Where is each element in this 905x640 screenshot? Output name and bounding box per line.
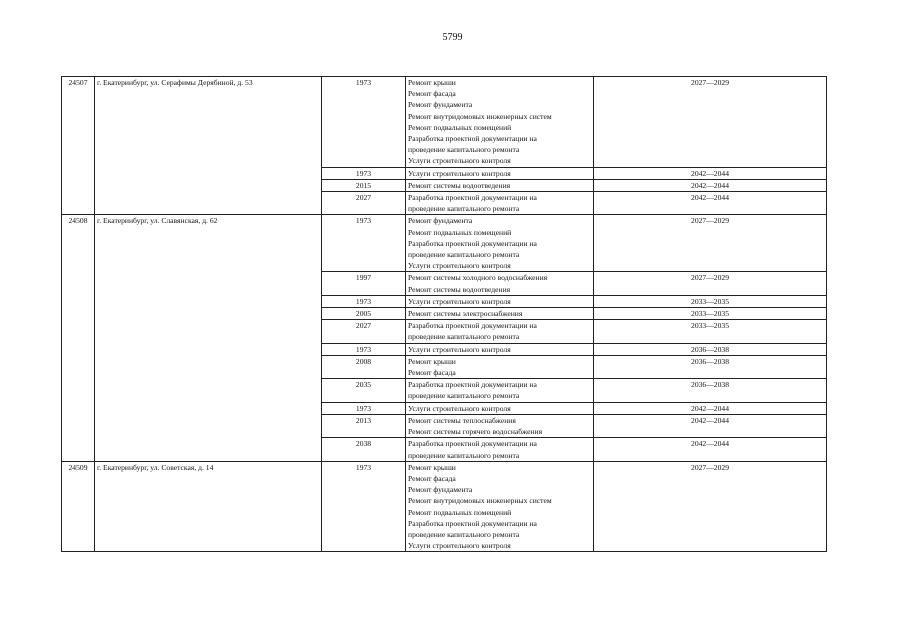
work-item: проведение капитального ремонта [408, 391, 520, 401]
work-item: Разработка проектной документации на [408, 518, 537, 528]
work-item: Ремонт фасада [408, 89, 456, 99]
work-item: Услуги строительного контроля [408, 296, 511, 306]
work-item: Разработка проектной документации на [408, 439, 537, 449]
work-types [406, 414, 594, 437]
record-address: г. Екатеринбург, ул. Серафимы Дерябиной, д. 53 [95, 77, 322, 215]
work-item: Ремонт подвальных помещений [408, 122, 512, 132]
repair-period: 2027—2029 [594, 77, 827, 168]
work-item: Услуги строительного контроля [408, 168, 511, 178]
work-item: проведение капитального ремонта [408, 332, 520, 342]
work-item: Ремонт фундамента [408, 100, 473, 110]
work-item: Услуги строительного контроля [408, 403, 511, 413]
work-types [406, 215, 594, 272]
work-types [406, 438, 594, 461]
table-row [62, 77, 827, 168]
work-item: Ремонт крыши [408, 78, 456, 87]
work-item: Разработка проектной документации на [408, 193, 537, 203]
work-item: Ремонт фасада [408, 368, 456, 378]
commissioning-year: 1973 [322, 215, 406, 272]
work-item: Ремонт внутридомовых инженерных систем [408, 496, 552, 506]
commissioning-year: 1973 [322, 295, 406, 307]
commissioning-year: 1973 [322, 167, 406, 179]
work-item: Ремонт системы водоотведения [408, 284, 511, 294]
commissioning-year: 1973 [322, 343, 406, 355]
commissioning-year: 2013 [322, 414, 406, 437]
repair-period: 2036—2038 [594, 343, 827, 355]
commissioning-year: 1973 [322, 461, 406, 552]
work-types [406, 379, 594, 402]
work-types [406, 308, 594, 320]
work-item: Ремонт подвальных помещений [408, 227, 512, 237]
work-item: Ремонт системы горячего водоснабжения [408, 427, 543, 437]
repair-period: 2036—2038 [594, 355, 827, 378]
work-item: Разработка проектной документации на [408, 380, 537, 390]
work-item: Услуги строительного контроля [408, 261, 511, 271]
commissioning-year: 1973 [322, 77, 406, 168]
record-address: г. Екатеринбург, ул. Советская, д. 14 [95, 461, 322, 552]
work-item: Ремонт системы электроснабжения [408, 309, 523, 319]
work-item: проведение капитального ремонта [408, 529, 520, 539]
page-number: 5799 [442, 32, 463, 43]
repair-period: 2033—2035 [594, 308, 827, 320]
commissioning-year: 2035 [322, 379, 406, 402]
work-types [406, 320, 594, 343]
work-item: Разработка проектной документации на [408, 238, 537, 248]
work-types [406, 461, 594, 552]
commissioning-year: 2027 [322, 192, 406, 215]
commissioning-year: 2005 [322, 308, 406, 320]
work-item: проведение капитального ремонта [408, 145, 520, 155]
work-item: Ремонт крыши [408, 462, 456, 472]
repair-period: 2027—2029 [594, 272, 827, 295]
work-types [406, 355, 594, 378]
work-types [406, 179, 594, 191]
record-address: г. Екатеринбург, ул. Славянская, д. 62 [95, 215, 322, 461]
commissioning-year: 2015 [322, 179, 406, 191]
work-types [406, 272, 594, 295]
work-types [406, 343, 594, 355]
work-item: Ремонт подвальных помещений [408, 507, 512, 517]
work-item: проведение капитального ремонта [408, 250, 520, 260]
repair-period: 2033—2035 [594, 295, 827, 307]
work-item: Услуги строительного контроля [408, 156, 511, 166]
work-item: Услуги строительного контроля [408, 344, 511, 354]
capital-repair-table [61, 76, 827, 552]
commissioning-year: 2038 [322, 438, 406, 461]
work-item: Ремонт фундамента [408, 216, 473, 226]
work-types [406, 167, 594, 179]
work-item: Услуги строительного контроля [408, 541, 511, 551]
repair-period: 2042—2044 [594, 402, 827, 414]
work-item: Разработка проектной документации на [408, 321, 537, 331]
work-item: Ремонт фасада [408, 473, 456, 483]
repair-period: 2042—2044 [594, 438, 827, 461]
record-number: 24508 [62, 215, 95, 461]
work-item: Ремонт внутридомовых инженерных систем [408, 111, 552, 121]
repair-period: 2036—2038 [594, 379, 827, 402]
work-item: Ремонт системы холодного водоснабжения [408, 273, 548, 283]
record-number: 24509 [62, 461, 95, 552]
repair-period: 2042—2044 [594, 414, 827, 437]
repair-period: 2042—2044 [594, 192, 827, 215]
table-row [62, 215, 827, 272]
repair-period: 2042—2044 [594, 179, 827, 191]
commissioning-year: 2008 [322, 355, 406, 378]
commissioning-year: 1973 [322, 402, 406, 414]
commissioning-year: 1997 [322, 272, 406, 295]
work-item: проведение капитального ремонта [408, 450, 520, 460]
record-number: 24507 [62, 77, 95, 215]
work-item: Разработка проектной документации на [408, 134, 537, 144]
repair-period: 2042—2044 [594, 167, 827, 179]
table-row [62, 461, 827, 552]
work-types [406, 77, 594, 168]
commissioning-year: 2027 [322, 320, 406, 343]
repair-period: 2033—2035 [594, 320, 827, 343]
work-item: Ремонт крыши [408, 356, 456, 366]
repair-period: 2027—2029 [594, 461, 827, 552]
work-types [406, 295, 594, 307]
work-item: Ремонт фундамента [408, 485, 473, 495]
work-item: Ремонт системы теплоснабжения [408, 415, 516, 425]
work-item: проведение капитального ремонта [408, 204, 520, 214]
work-item: Ремонт системы водоотведения [408, 180, 511, 190]
work-types [406, 192, 594, 215]
work-types [406, 402, 594, 414]
repair-period: 2027—2029 [594, 215, 827, 272]
